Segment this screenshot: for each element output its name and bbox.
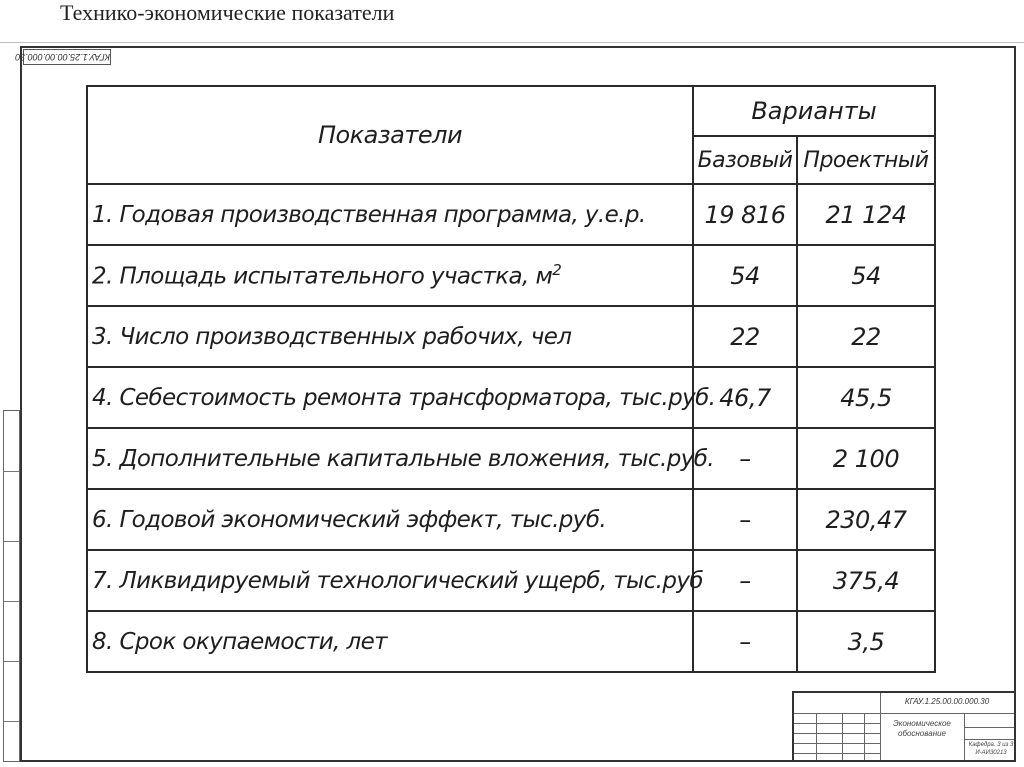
drawing-code-mirrored: КГАУ.1.25.00.00.000.30 bbox=[23, 49, 111, 65]
title-block-name-line2: обоснование bbox=[898, 729, 946, 738]
table-row bbox=[87, 489, 935, 550]
table-row bbox=[87, 550, 935, 611]
indicator-cell: 5. Дополнительные капитальные вложения, тыс.руб. bbox=[87, 428, 693, 489]
header-indicators: Показатели bbox=[87, 86, 693, 184]
project-value: 375,4 bbox=[797, 550, 935, 611]
indicator-cell: 1. Годовая производственная программа, у.е.р. bbox=[87, 184, 693, 245]
project-value: 54 bbox=[797, 245, 935, 306]
indicators-table bbox=[86, 85, 936, 673]
side-stamp-strip bbox=[3, 410, 20, 762]
title-block-group: И-АИ30213 bbox=[975, 750, 1007, 756]
base-value: – bbox=[693, 550, 797, 611]
base-value: 54 bbox=[693, 245, 797, 306]
header-project: Проектный bbox=[797, 136, 935, 184]
indicator-cell: 3. Число производственных рабочих, чел bbox=[87, 306, 693, 367]
base-value: 22 bbox=[693, 306, 797, 367]
base-value: 46,7 bbox=[693, 367, 797, 428]
base-value: – bbox=[693, 611, 797, 672]
project-value: 230,47 bbox=[797, 489, 935, 550]
header-base: Базовый bbox=[693, 136, 797, 184]
unit-exponent: 2 bbox=[552, 261, 562, 280]
project-value: 3,5 bbox=[797, 611, 935, 672]
title-block-sheet bbox=[966, 741, 1016, 757]
project-value: 2 100 bbox=[797, 428, 935, 489]
slide-title: Технико-экономические показатели bbox=[60, 0, 395, 25]
title-block-name-line1: Экономическое bbox=[893, 719, 951, 728]
indicator-text: 2. Площадь испытательного участка, м bbox=[92, 263, 553, 290]
title-block-code: КГАУ.1.25.00.00.000.30 bbox=[904, 697, 990, 706]
project-value: 21 124 bbox=[797, 184, 935, 245]
table-row bbox=[87, 184, 935, 245]
header-variants: Варианты bbox=[693, 86, 935, 136]
base-value: – bbox=[693, 489, 797, 550]
base-value: 19 816 bbox=[693, 184, 797, 245]
title-block-sheet-info: Кафедра. 3 из 3 bbox=[968, 742, 1014, 748]
table-row bbox=[87, 611, 935, 672]
title-divider bbox=[0, 42, 1024, 43]
base-value: – bbox=[693, 428, 797, 489]
table-row bbox=[87, 428, 935, 489]
indicator-cell: 7. Ликвидируемый технологический ущерб, тыс.руб bbox=[87, 550, 693, 611]
drawing-title-block bbox=[792, 691, 1016, 762]
project-value: 45,5 bbox=[797, 367, 935, 428]
indicator-cell: 6. Годовой экономический эффект, тыс.руб. bbox=[87, 489, 693, 550]
project-value: 22 bbox=[797, 306, 935, 367]
indicator-cell: 8. Срок окупаемости, лет bbox=[87, 611, 693, 672]
indicator-cell bbox=[87, 245, 693, 306]
table-row bbox=[87, 245, 935, 306]
table-row bbox=[87, 306, 935, 367]
indicator-cell: 4. Себестоимость ремонта трансформатора, тыс.руб. bbox=[87, 367, 693, 428]
title-block-name bbox=[882, 719, 962, 739]
table-row bbox=[87, 367, 935, 428]
